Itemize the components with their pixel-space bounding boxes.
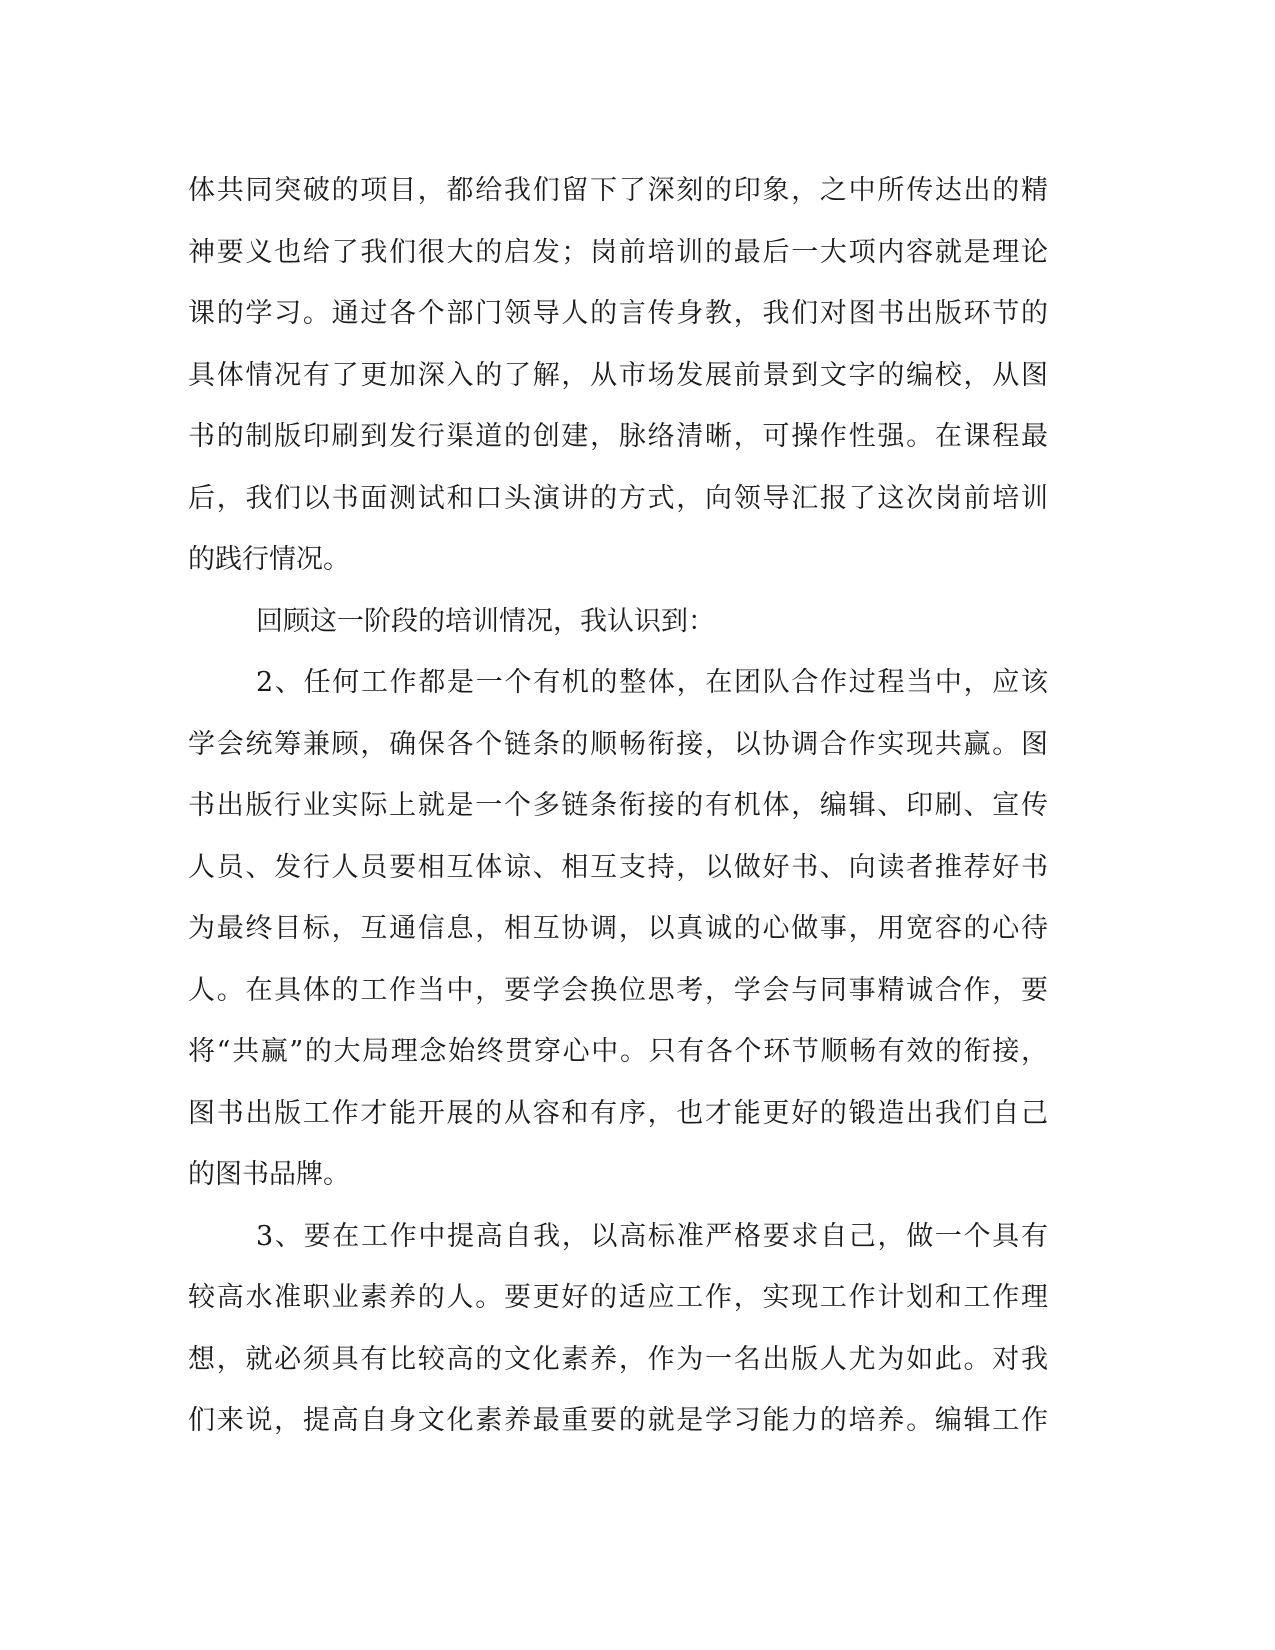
paragraph-line: 将“共赢”的大局理念始终贯穿心中。只有各个环节顺畅有效的衔接，	[188, 1036, 1048, 1067]
paragraph-line: 具体情况有了更加深入的了解，从市场发展前景到文字的编校，从图	[188, 359, 1048, 391]
body-text	[188, 160, 1048, 1452]
paragraph-line: 的践行情况。	[188, 544, 350, 575]
paragraph-line: 较高水准职业素养的人。要更好的适应工作，实现工作计划和工作理	[188, 1282, 1048, 1313]
paragraph-line: 图书出版工作才能开展的从容和有序，也才能更好的锻造出我们自己	[188, 1097, 1048, 1129]
paragraph-line: 想，就必须具有比较高的文化素养，作为一名出版人尤为如此。对我	[188, 1343, 1048, 1375]
paragraph-line: 体共同突破的项目，都给我们留下了深刻的印象，之中所传达出的精	[188, 175, 1048, 206]
paragraph-line: 课的学习。通过各个部门领导人的言传身教，我们对图书出版环节的	[188, 298, 1048, 329]
paragraph-line: 神要义也给了我们很大的启发；岗前培训的最后一大项内容就是理论	[188, 236, 1048, 268]
paragraph-line: 书出版行业实际上就是一个多链条衔接的有机体，编辑、印刷、宣传	[188, 790, 1048, 821]
paragraph-line: 人员、发行人员要相互体谅、相互支持，以做好书、向读者推荐好书	[188, 851, 1048, 883]
paragraph-line: 2、任何工作都是一个有机的整体，在团队合作过程当中，应该	[256, 667, 1048, 698]
paragraph-line: 的图书品牌。	[188, 1159, 350, 1190]
paragraph-line: 为最终目标，互通信息，相互协调，以真诚的心做事，用宽容的心待	[188, 913, 1048, 944]
paragraph-line: 3、要在工作中提高自我，以高标准严格要求自己，做一个具有	[256, 1220, 1048, 1252]
paragraph-line: 们来说，提高自身文化素养最重要的就是学习能力的培养。编辑工作	[188, 1405, 1048, 1436]
paragraph-line: 后，我们以书面测试和口头演讲的方式，向领导汇报了这次岗前培训	[188, 482, 1048, 514]
paragraph-line: 书的制版印刷到发行渠道的创建，脉络清晰，可操作性强。在课程最	[188, 421, 1048, 452]
paragraph-line: 学会统筹兼顾，确保各个链条的顺畅衔接，以协调合作实现共赢。图	[188, 728, 1048, 760]
paragraph-line: 人。在具体的工作当中，要学会换位思考，学会与同事精诚合作，要	[188, 974, 1048, 1006]
paragraph-line: 回顾这一阶段的培训情况，我认识到：	[256, 605, 715, 637]
